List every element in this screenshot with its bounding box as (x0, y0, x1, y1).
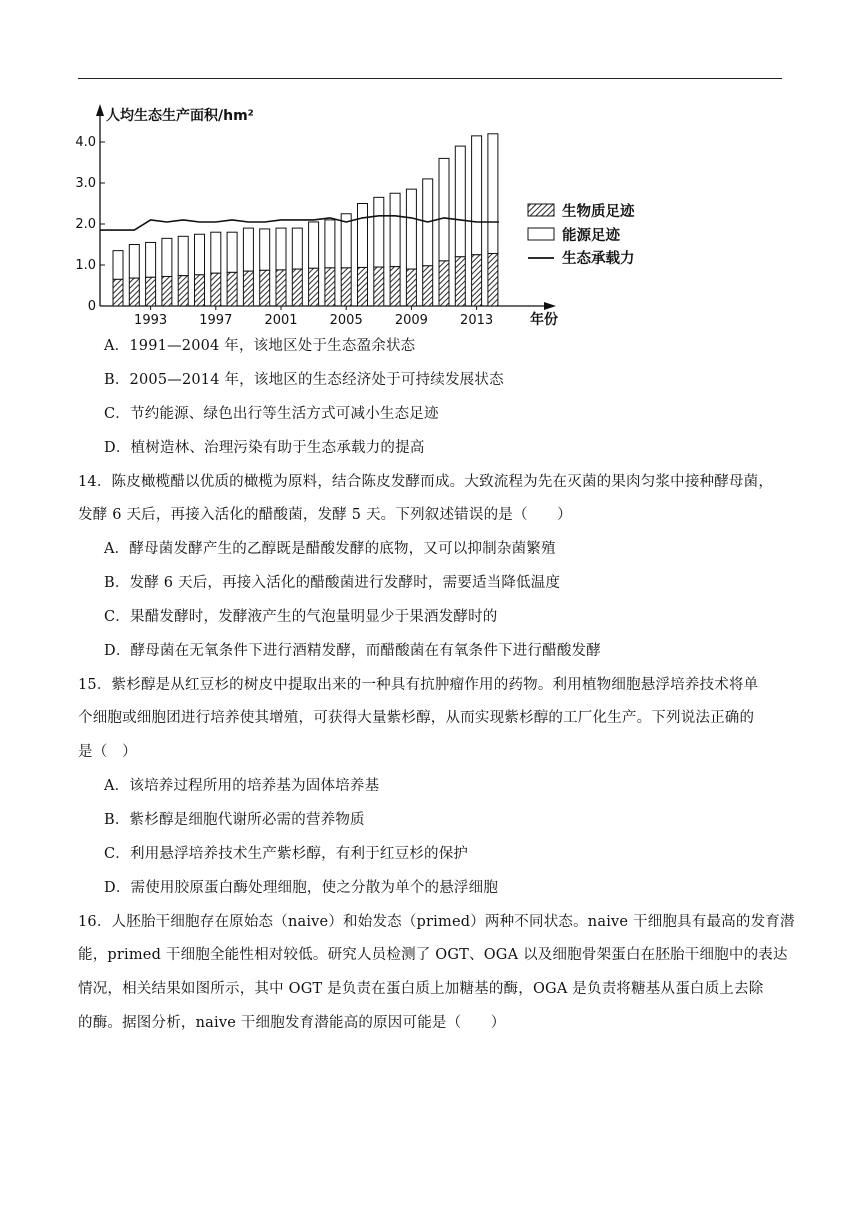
biomass-footprint-bar (129, 278, 139, 306)
energy-footprint-bar (455, 146, 465, 257)
legend-swatch-biomass (528, 204, 554, 216)
q15-stem-line: 个细胞或细胞团进行培养使其增殖，可获得大量紫杉醇，从而实现紫杉醇的工厂化生产。下列说法正确的 (78, 710, 755, 726)
q14-option-b: B．发酵 6 天后，再接入活化的醋酸菌进行发酵时，需要适当降低温度 (104, 575, 561, 591)
q15-option-d: D．需使用胶原蛋白酶处理细胞，使之分散为单个的悬浮细胞 (104, 880, 499, 896)
y-tick-label: 3.0 (75, 176, 96, 191)
energy-footprint-bar (178, 236, 188, 275)
biomass-footprint-bar (439, 261, 449, 306)
q13-option-d: D．植树造林、治理污染有助于生态承载力的提高 (104, 440, 425, 456)
y-axis-arrow (96, 104, 104, 116)
x-tick-label: 2001 (264, 313, 298, 328)
energy-footprint-bar (374, 197, 384, 267)
y-tick-label: 2.0 (75, 217, 96, 232)
energy-footprint-bar (195, 234, 205, 275)
biomass-footprint-bar (195, 275, 205, 306)
legend-label-energy: 能源足迹 (562, 228, 620, 244)
biomass-footprint-bar (423, 266, 433, 306)
q14-stem-line: 14．陈皮橄榄醋以优质的橄榄为原料，结合陈皮发酵而成。大致流程为先在灭菌的果肉匀浆中接种酵母菌， (78, 474, 774, 490)
biomass-footprint-bar (243, 271, 253, 306)
q15-option-c: C．利用悬浮培养技术生产紫杉醇，有利于红豆杉的保护 (104, 846, 469, 862)
x-tick-label: 1993 (134, 313, 168, 328)
energy-footprint-bar (227, 232, 237, 272)
legend-label-capacity: 生态承载力 (562, 251, 635, 267)
q15-option-b: B．紫杉醇是细胞代谢所必需的营养物质 (104, 812, 365, 828)
q14-option-a: A．酵母菌发酵产生的乙醇既是醋酸发酵的底物，又可以抑制杂菌繁殖 (104, 541, 556, 557)
q15-stem-line: 15．紫杉醇是从红豆杉的树皮中提取出来的一种具有抗肿瘤作用的药物。利用植物细胞悬浮培养技术将单 (78, 677, 759, 693)
biomass-footprint-bar (276, 270, 286, 306)
energy-footprint-bar (439, 158, 449, 261)
x-tick-label: 2005 (329, 313, 363, 328)
y-tick-label: 0 (87, 299, 96, 314)
x-tick-label: 2009 (394, 313, 428, 328)
energy-footprint-bar (292, 228, 302, 269)
energy-footprint-bar (390, 193, 400, 266)
energy-footprint-bar (113, 251, 123, 280)
q14-option-d: D．酵母菌在无氧条件下进行酒精发酵，而醋酸菌在有氧条件下进行醋酸发酵 (104, 643, 601, 659)
q13-option-a: A．1991—2004 年，该地区处于生态盈余状态 (104, 338, 416, 354)
header-rule (78, 78, 782, 79)
x-tick-label: 2013 (460, 313, 494, 328)
biomass-footprint-bar (455, 257, 465, 306)
biomass-footprint-bar (292, 269, 302, 306)
q15-option-a: A．该培养过程所用的培养基为固体培养基 (104, 778, 380, 794)
q16-stem-line: 能，primed 干细胞全能性相对较低。研究人员检测了 OGT、OGA 以及细胞骨架蛋白在胚胎干细胞中的表达 (78, 947, 788, 963)
legend-swatch-energy (528, 228, 554, 240)
energy-footprint-bar (406, 189, 416, 269)
y-axis-label: 人均生态生产面积/hm² (106, 108, 254, 124)
x-axis-label: 年份 (530, 312, 558, 328)
biomass-footprint-bar (178, 276, 188, 306)
q14-stem-line: 发酵 6 天后，再接入活化的醋酸菌，发酵 5 天。下列叙述错误的是（ ） (78, 507, 572, 523)
legend-label-biomass: 生物质足迹 (562, 204, 635, 220)
energy-footprint-bar (472, 136, 482, 255)
biomass-footprint-bar (211, 273, 221, 306)
energy-footprint-bar (260, 229, 270, 270)
biomass-footprint-bar (488, 254, 498, 306)
energy-footprint-bar (358, 204, 368, 268)
biomass-footprint-bar (341, 268, 351, 306)
biomass-footprint-bar (374, 267, 384, 306)
biomass-footprint-bar (146, 277, 156, 306)
q13-option-b: B．2005—2014 年，该地区的生态经济处于可持续发展状态 (104, 372, 504, 388)
x-axis-arrow (544, 302, 556, 310)
energy-footprint-bar (211, 232, 221, 273)
energy-footprint-bar (276, 228, 286, 270)
ecological-footprint-chart (75, 96, 635, 330)
biomass-footprint-bar (113, 279, 123, 306)
y-tick-label: 1.0 (75, 258, 96, 273)
x-tick-label: 1997 (199, 313, 233, 328)
biomass-footprint-bar (406, 269, 416, 306)
energy-footprint-bar (325, 220, 335, 268)
biomass-footprint-bar (227, 272, 237, 306)
energy-footprint-bar (309, 222, 319, 268)
energy-footprint-bar (243, 228, 253, 271)
y-tick-label: 4.0 (75, 135, 96, 150)
q13-option-c: C．节约能源、绿色出行等生活方式可减小生态足迹 (104, 406, 439, 422)
energy-footprint-bar (488, 134, 498, 254)
q14-option-c: C．果醋发酵时，发酵液产生的气泡量明显少于果酒发酵时的 (104, 609, 498, 625)
q16-stem-line: 16．人胚胎干细胞存在原始态（naive）和始发态（primed）两种不同状态。naive 干细胞具有最高的发育潜 (78, 914, 795, 930)
biomass-footprint-bar (325, 268, 335, 306)
q15-stem-line: 是（ ） (78, 744, 137, 760)
biomass-footprint-bar (390, 267, 400, 306)
energy-footprint-bar (146, 242, 156, 277)
biomass-footprint-bar (260, 270, 270, 306)
biomass-footprint-bar (358, 267, 368, 306)
energy-footprint-bar (129, 245, 139, 279)
q16-stem-line: 的酶。据图分析，naive 干细胞发育潜能高的原因可能是（ ） (78, 1015, 506, 1031)
biomass-footprint-bar (309, 268, 319, 306)
biomass-footprint-bar (162, 276, 172, 306)
biomass-footprint-bar (472, 255, 482, 306)
energy-footprint-bar (162, 238, 172, 276)
q16-stem-line: 情况，相关结果如图所示，其中 OGT 是负责在蛋白质上加糖基的酶，OGA 是负责将糖基从蛋白质上去除 (78, 981, 764, 997)
